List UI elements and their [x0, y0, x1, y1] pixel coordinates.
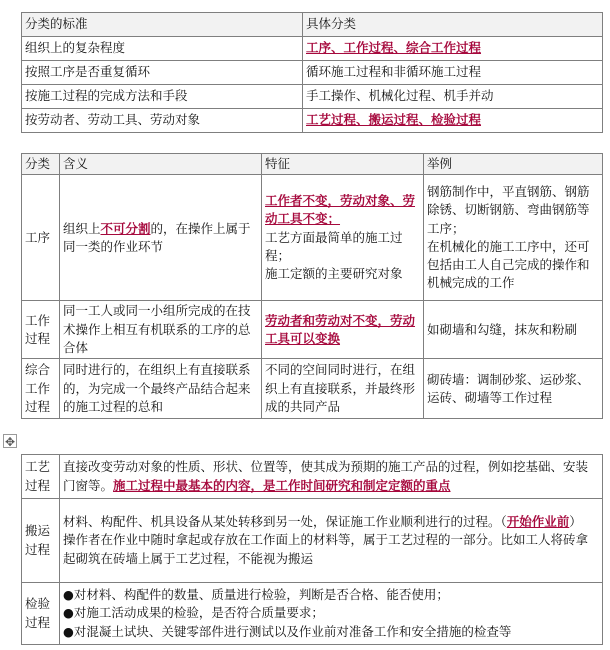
category-cell: 手工操作、机械化过程、机手并动: [303, 85, 603, 109]
meaning-cell: 同时进行的，在组织上有直接联系的，为完成一个最终产品结合起来的施工过程的总和: [60, 359, 262, 419]
table-row: [22, 583, 603, 645]
table-row: [22, 109, 603, 133]
category-cell: 综合工作过程: [22, 359, 60, 419]
feature-cell: [262, 301, 424, 359]
header-cell: 举例: [424, 154, 603, 175]
category-cell: [303, 109, 603, 133]
feature-text: 工艺方面最简单的施工过程；: [265, 229, 403, 263]
key-text: 劳动者和劳动对不变，劳动工具可以变换: [265, 312, 416, 346]
category-cell: 搬运过程: [22, 499, 60, 583]
table-header-row: [22, 154, 603, 175]
meaning-text: 的，在操作上属于同一类的作业环节: [63, 220, 251, 254]
table-row: [22, 499, 603, 583]
category-cell: 循环施工过程和非循环施工过程: [303, 61, 603, 85]
table-row: [22, 61, 603, 85]
description-cell: [60, 499, 603, 583]
key-text: 工艺过程、搬运过程、检验过程: [306, 112, 482, 128]
meaning-cell: 同一工人或同一小组所完成的在技术操作上相互有机联系的工序的总合体: [60, 301, 262, 359]
feature-text: 施工定额的主要研究对象: [265, 265, 403, 281]
description-text: ）: [569, 514, 582, 530]
table-row: [22, 455, 603, 499]
key-text: 施工过程中最基本的内容，是工作时间研究和制定定额的重点: [113, 477, 451, 493]
description-text: 操作者在作业中随时拿起或存放在工作面上的材料等，属于工艺过程的一部分。比如工人将砖拿起砌筑在砖墙上属于工艺过程，不能视为搬运: [63, 532, 589, 566]
table-row: [22, 37, 603, 61]
header-cell: 含义: [60, 154, 262, 175]
classification-standard-table: [21, 12, 603, 133]
description-text: 材料、构配件、机具设备从某处转移到另一处，保证施工作业顺利进行的过程。（: [63, 514, 507, 530]
meaning-text: 组织上: [63, 220, 101, 236]
key-text: 开始作业前: [506, 514, 570, 530]
description-cell: [60, 455, 603, 499]
description-cell: [60, 583, 603, 645]
header-cell: 分类: [22, 154, 60, 175]
description-text: 直接改变劳动对象的性质、形状、位置等，使其成为预期的施工产品的过程，例如挖基础、安装门窗等。: [63, 459, 589, 493]
table-row: [22, 359, 603, 419]
table-row: [22, 85, 603, 109]
list-item: ●对材料、构配件的数量、质量进行检验，判断是否合格、能否使用；: [63, 587, 449, 603]
criterion-cell: 按照工序是否重复循环: [22, 61, 303, 85]
list-item: ●对混凝土试块、关键零部件进行测试以及作业前对准备工作和安全措施的检查等: [63, 623, 512, 639]
example-text: 在机械化的施工工序中，还可包括由工人自己完成的操作和机械完成的工作: [427, 238, 590, 290]
category-cell: 工作过程: [22, 301, 60, 359]
criterion-cell: 按施工过程的完成方法和手段: [22, 85, 303, 109]
table-row: [22, 175, 603, 301]
category-cell: [303, 37, 603, 61]
move-anchor-icon[interactable]: ✥: [4, 435, 16, 449]
header-cell: 分类的标准: [22, 13, 303, 37]
process-classification-table: [21, 153, 603, 419]
header-cell: 具体分类: [303, 13, 603, 37]
key-text: 不可分割: [100, 220, 151, 236]
category-cell: 工序: [22, 175, 60, 301]
list-item: ●对施工活动成果的检验，是否符合质量要求；: [63, 605, 324, 621]
example-text: 钢筋制作中，平直钢筋、钢筋除锈、切断钢筋、弯曲钢筋等工序；: [427, 184, 590, 236]
example-cell: 如砌墙和勾缝，抹灰和粉刷: [424, 301, 603, 359]
table-header-row: [22, 13, 603, 37]
table-row: [22, 301, 603, 359]
criterion-cell: 按劳动者、劳动工具、劳动对象: [22, 109, 303, 133]
example-cell: [424, 175, 603, 301]
feature-cell: [262, 175, 424, 301]
process-detail-table: [21, 454, 603, 645]
key-text: 工序、工作过程、综合工作过程: [306, 40, 482, 56]
category-cell: 工艺过程: [22, 455, 60, 499]
criterion-cell: 组织上的复杂程度: [22, 37, 303, 61]
feature-cell: 不同的空间同时进行，在组织上有直接联系，并最终形成的共同产品: [262, 359, 424, 419]
category-cell: 检验过程: [22, 583, 60, 645]
example-cell: 砌砖墙：调制砂浆、运砂浆、运砖、砌墙等工作过程: [424, 359, 603, 419]
meaning-cell: [60, 175, 262, 301]
key-text: 工作者不变，劳动对象、劳动工具不变；: [265, 193, 416, 227]
header-cell: 特征: [262, 154, 424, 175]
